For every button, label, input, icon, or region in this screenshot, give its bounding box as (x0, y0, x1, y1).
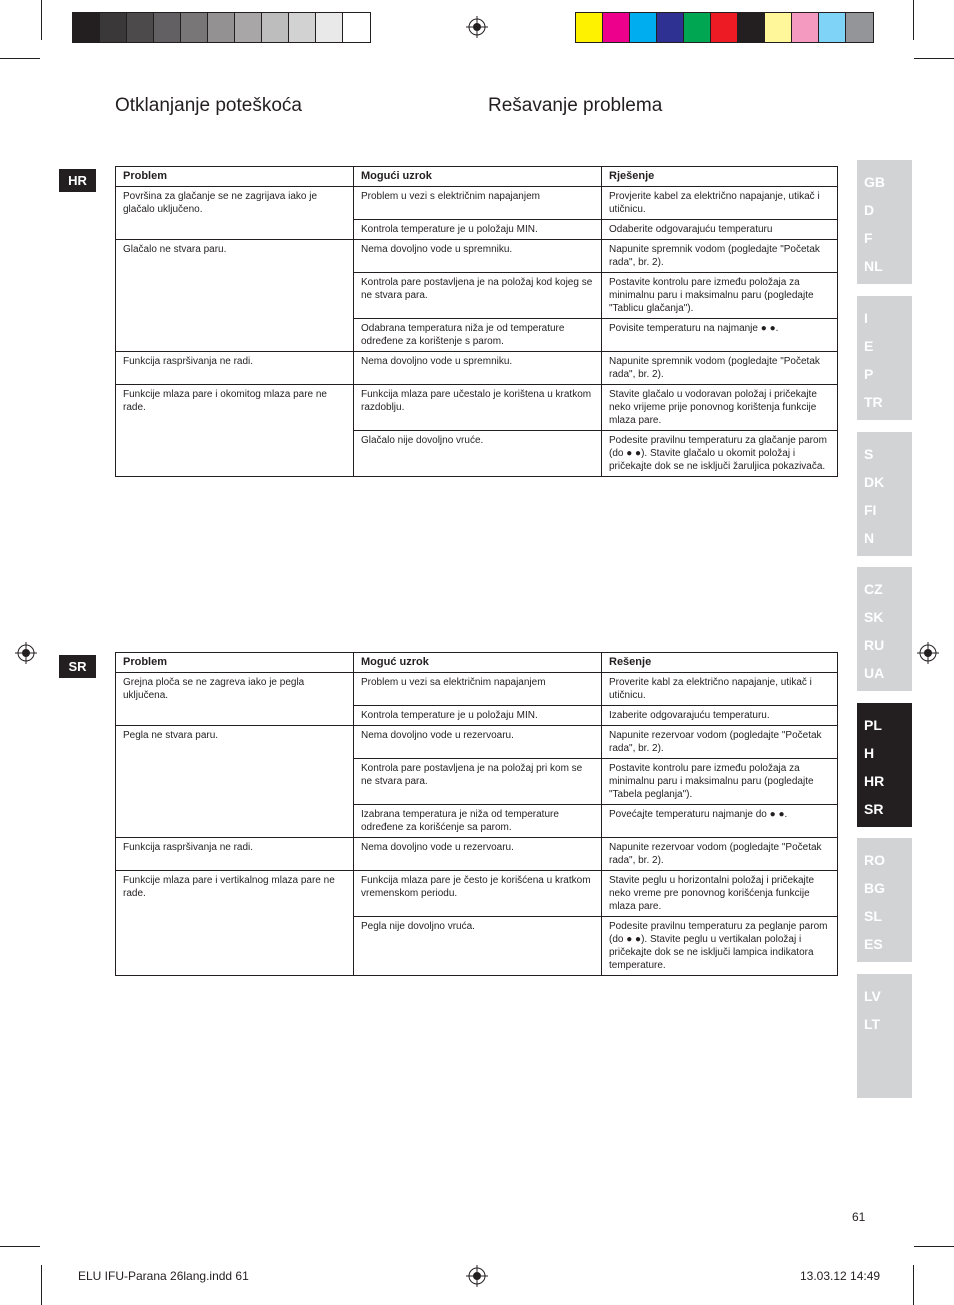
language-tab-sk[interactable]: SK (864, 609, 884, 625)
cause-cell: Nema dovoljno vode u rezervoaru. (354, 838, 602, 871)
cause-cell: Izabrana temperatura je niža od temperature određene za korišćenje sa parom. (354, 805, 602, 838)
page-title-hr: Otklanjanje poteškoća (115, 95, 302, 116)
column-header-cause: Mogući uzrok (354, 167, 602, 187)
registration-mark-icon (917, 642, 939, 664)
column-header-problem: Problem (116, 653, 354, 673)
language-tab-pl[interactable]: PL (864, 717, 882, 733)
table-row (116, 352, 838, 385)
color-swatch (711, 13, 738, 42)
cause-cell: Nema dovoljno vode u rezervoaru. (354, 726, 602, 759)
language-tab-ro[interactable]: RO (864, 852, 885, 868)
crop-mark (41, 0, 42, 40)
crop-mark (914, 1246, 954, 1247)
language-tab-ua[interactable]: UA (864, 665, 885, 681)
language-group (857, 974, 912, 1098)
language-tab-p[interactable]: P (864, 366, 874, 382)
table-header-row (116, 653, 838, 673)
solution-cell: Povećajte temperaturu najmanje do ● ●. (602, 805, 838, 838)
color-swatch (765, 13, 792, 42)
problem-cell: Funkcije mlaza pare i okomitog mlaza pare ne rade. (116, 385, 354, 477)
registration-mark-icon (15, 642, 37, 664)
cause-cell: Nema dovoljno vode u spremniku. (354, 240, 602, 273)
solution-cell: Izaberite odgovarajuću temperaturu. (602, 706, 838, 726)
solution-cell: Stavite peglu u horizontalni položaj i pričekajte neko vreme pre ponovnog korišćenja funkcije mlaza pare. (602, 871, 838, 917)
column-header-solution: Rešenje (602, 653, 838, 673)
crop-mark (914, 58, 954, 59)
color-swatch (127, 13, 154, 42)
color-swatch (181, 13, 208, 42)
solution-cell: Stavite glačalo u vodoravan položaj i pričekajte neko vrijeme prije ponovnog korištenja funkcije mlaza pare. (602, 385, 838, 431)
cause-cell: Pegla nije dovoljno vruća. (354, 917, 602, 976)
column-header-problem: Problem (116, 167, 354, 187)
language-group (857, 703, 912, 827)
solution-cell: Podesite pravilnu temperaturu za glačanje parom (do ● ●). Stavite glačalo u okomit položaj i pričekajte dok se ne isključi žaruljica pokazivača. (602, 431, 838, 477)
language-tab-tr[interactable]: TR (864, 394, 883, 410)
language-tab-sr[interactable]: SR (864, 801, 884, 817)
column-header-solution: Rješenje (602, 167, 838, 187)
solution-cell: Napunite rezervoar vodom (pogledajte "Početak rada", br. 2). (602, 838, 838, 871)
solution-cell: Postavite kontrolu pare između položaja za minimalnu paru i maksimalnu paru (pogledajte "Tablicu glačanja"). (602, 273, 838, 319)
color-swatch (684, 13, 711, 42)
solution-cell: Proverite kabl za električno napajanje, utikač i utičnicu. (602, 673, 838, 706)
language-group (857, 567, 912, 691)
color-swatch (289, 13, 316, 42)
solution-cell: Napunite rezervoar vodom (pogledajte "Početak rada", br. 2). (602, 726, 838, 759)
registration-mark-icon (466, 16, 488, 38)
language-tab-ru[interactable]: RU (864, 637, 885, 653)
color-swatch (819, 13, 846, 42)
cause-cell: Nema dovoljno vode u spremniku. (354, 352, 602, 385)
footer-file-name: ELU IFU-Parana 26lang.indd 61 (78, 1269, 249, 1283)
language-tab-d[interactable]: D (864, 202, 875, 218)
solution-cell: Postavite kontrolu pare između položaja za minimalnu paru i maksimalnu paru (pogledajte "Tabela peglanja"). (602, 759, 838, 805)
language-group (857, 296, 912, 420)
color-swatch (846, 13, 873, 42)
crop-mark (0, 58, 40, 59)
problem-cell: Pegla ne stvara paru. (116, 726, 354, 838)
troubleshooting-table-sr (115, 652, 838, 976)
language-tab-gb[interactable]: GB (864, 174, 885, 190)
language-group (857, 432, 912, 556)
color-swatch (576, 13, 603, 42)
crop-mark (41, 1265, 42, 1305)
color-swatch (208, 13, 235, 42)
language-tab-cz[interactable]: CZ (864, 581, 883, 597)
cause-cell: Funkcija mlaza pare učestalo je korištena u kratkom razdoblju. (354, 385, 602, 431)
color-swatch (630, 13, 657, 42)
language-tab-n[interactable]: N (864, 530, 875, 546)
color-swatch (657, 13, 684, 42)
language-tab-fi[interactable]: FI (864, 502, 877, 518)
color-swatch (343, 13, 370, 42)
problem-cell: Grejna ploča se ne zagreva iako je pegla uključena. (116, 673, 354, 726)
table-row (116, 673, 838, 706)
table-row (116, 187, 838, 220)
language-tab-bg[interactable]: BG (864, 880, 885, 896)
language-tab-nl[interactable]: NL (864, 258, 883, 274)
crop-mark (0, 1246, 40, 1247)
registration-mark-icon (466, 1265, 488, 1287)
cause-cell: Odabrana temperatura niža je od temperature određene za korištenje s parom. (354, 319, 602, 352)
solution-cell: Povisite temperaturu na najmanje ● ●. (602, 319, 838, 352)
cause-cell: Kontrola pare postavljena je na položaj kod kojeg se ne stvara para. (354, 273, 602, 319)
color-swatch (262, 13, 289, 42)
language-tab-f[interactable]: F (864, 230, 873, 246)
language-tab-e[interactable]: E (864, 338, 874, 354)
language-tab-es[interactable]: ES (864, 936, 883, 952)
language-group (857, 838, 912, 962)
language-tab-hr[interactable]: HR (864, 773, 885, 789)
problem-cell: Glačalo ne stvara paru. (116, 240, 354, 352)
solution-cell: Napunite spremnik vodom (pogledajte "Početak rada", br. 2). (602, 352, 838, 385)
table-row (116, 871, 838, 917)
table-row (116, 838, 838, 871)
page-number: 61 (852, 1210, 866, 1224)
color-swatch (235, 13, 262, 42)
solution-cell: Napunite spremnik vodom (pogledajte "Početak rada", br. 2). (602, 240, 838, 273)
grayscale-bar (72, 12, 371, 43)
cause-cell: Problem u vezi s električnim napajanjem (354, 187, 602, 220)
problem-cell: Funkcija raspršivanja ne radi. (116, 352, 354, 385)
language-badge-sr: SR (59, 655, 96, 678)
color-swatch (73, 13, 100, 42)
table-row (116, 385, 838, 431)
language-tab-lt[interactable]: LT (864, 1016, 881, 1032)
troubleshooting-table-hr (115, 166, 838, 477)
color-swatch (100, 13, 127, 42)
cause-cell: Kontrola temperature je u položaju MIN. (354, 706, 602, 726)
solution-cell: Provjerite kabel za električno napajanje, utikač i utičnicu. (602, 187, 838, 220)
color-swatch (738, 13, 765, 42)
language-tab-sl[interactable]: SL (864, 908, 882, 924)
cause-cell: Funkcija mlaza pare je često je korišćena u kratkom vremenskom periodu. (354, 871, 602, 917)
color-swatch (316, 13, 343, 42)
language-tab-lv[interactable]: LV (864, 988, 881, 1004)
problem-cell: Funkcija raspršivanja ne radi. (116, 838, 354, 871)
color-swatch (603, 13, 630, 42)
color-swatch (154, 13, 181, 42)
crop-mark (913, 1265, 914, 1305)
table-header-row (116, 167, 838, 187)
cause-cell: Kontrola temperature je u položaju MIN. (354, 220, 602, 240)
cause-cell: Problem u vezi sa električnim napajanjem (354, 673, 602, 706)
table-row (116, 726, 838, 759)
cause-cell: Glačalo nije dovoljno vruće. (354, 431, 602, 477)
footer-date: 13.03.12 14:49 (800, 1269, 881, 1283)
color-swatch (792, 13, 819, 42)
cause-cell: Kontrola pare postavljena je na položaj pri kom se ne stvara para. (354, 759, 602, 805)
problem-cell: Funkcije mlaza pare i vertikalnog mlaza pare ne rade. (116, 871, 354, 976)
language-badge-hr: HR (59, 169, 96, 192)
problem-cell: Površina za glačanje se ne zagrijava iako je glačalo uključeno. (116, 187, 354, 240)
page-title-sr: Rešavanje problema (488, 95, 663, 116)
solution-cell: Podesite pravilnu temperaturu za peglanje parom (do ● ●). Stavite peglu u vertikalan položaj i pričekajte dok se ne isključi lampica indikatora temperature. (602, 917, 838, 976)
process-color-bar (575, 12, 874, 43)
language-group (857, 160, 912, 284)
language-tab-i[interactable]: I (864, 310, 868, 326)
language-tab-h[interactable]: H (864, 745, 875, 761)
language-tab-s[interactable]: S (864, 446, 874, 462)
solution-cell: Odaberite odgovarajuću temperaturu (602, 220, 838, 240)
table-row (116, 240, 838, 273)
crop-mark (913, 0, 914, 40)
language-tab-dk[interactable]: DK (864, 474, 885, 490)
column-header-cause: Moguć uzrok (354, 653, 602, 673)
